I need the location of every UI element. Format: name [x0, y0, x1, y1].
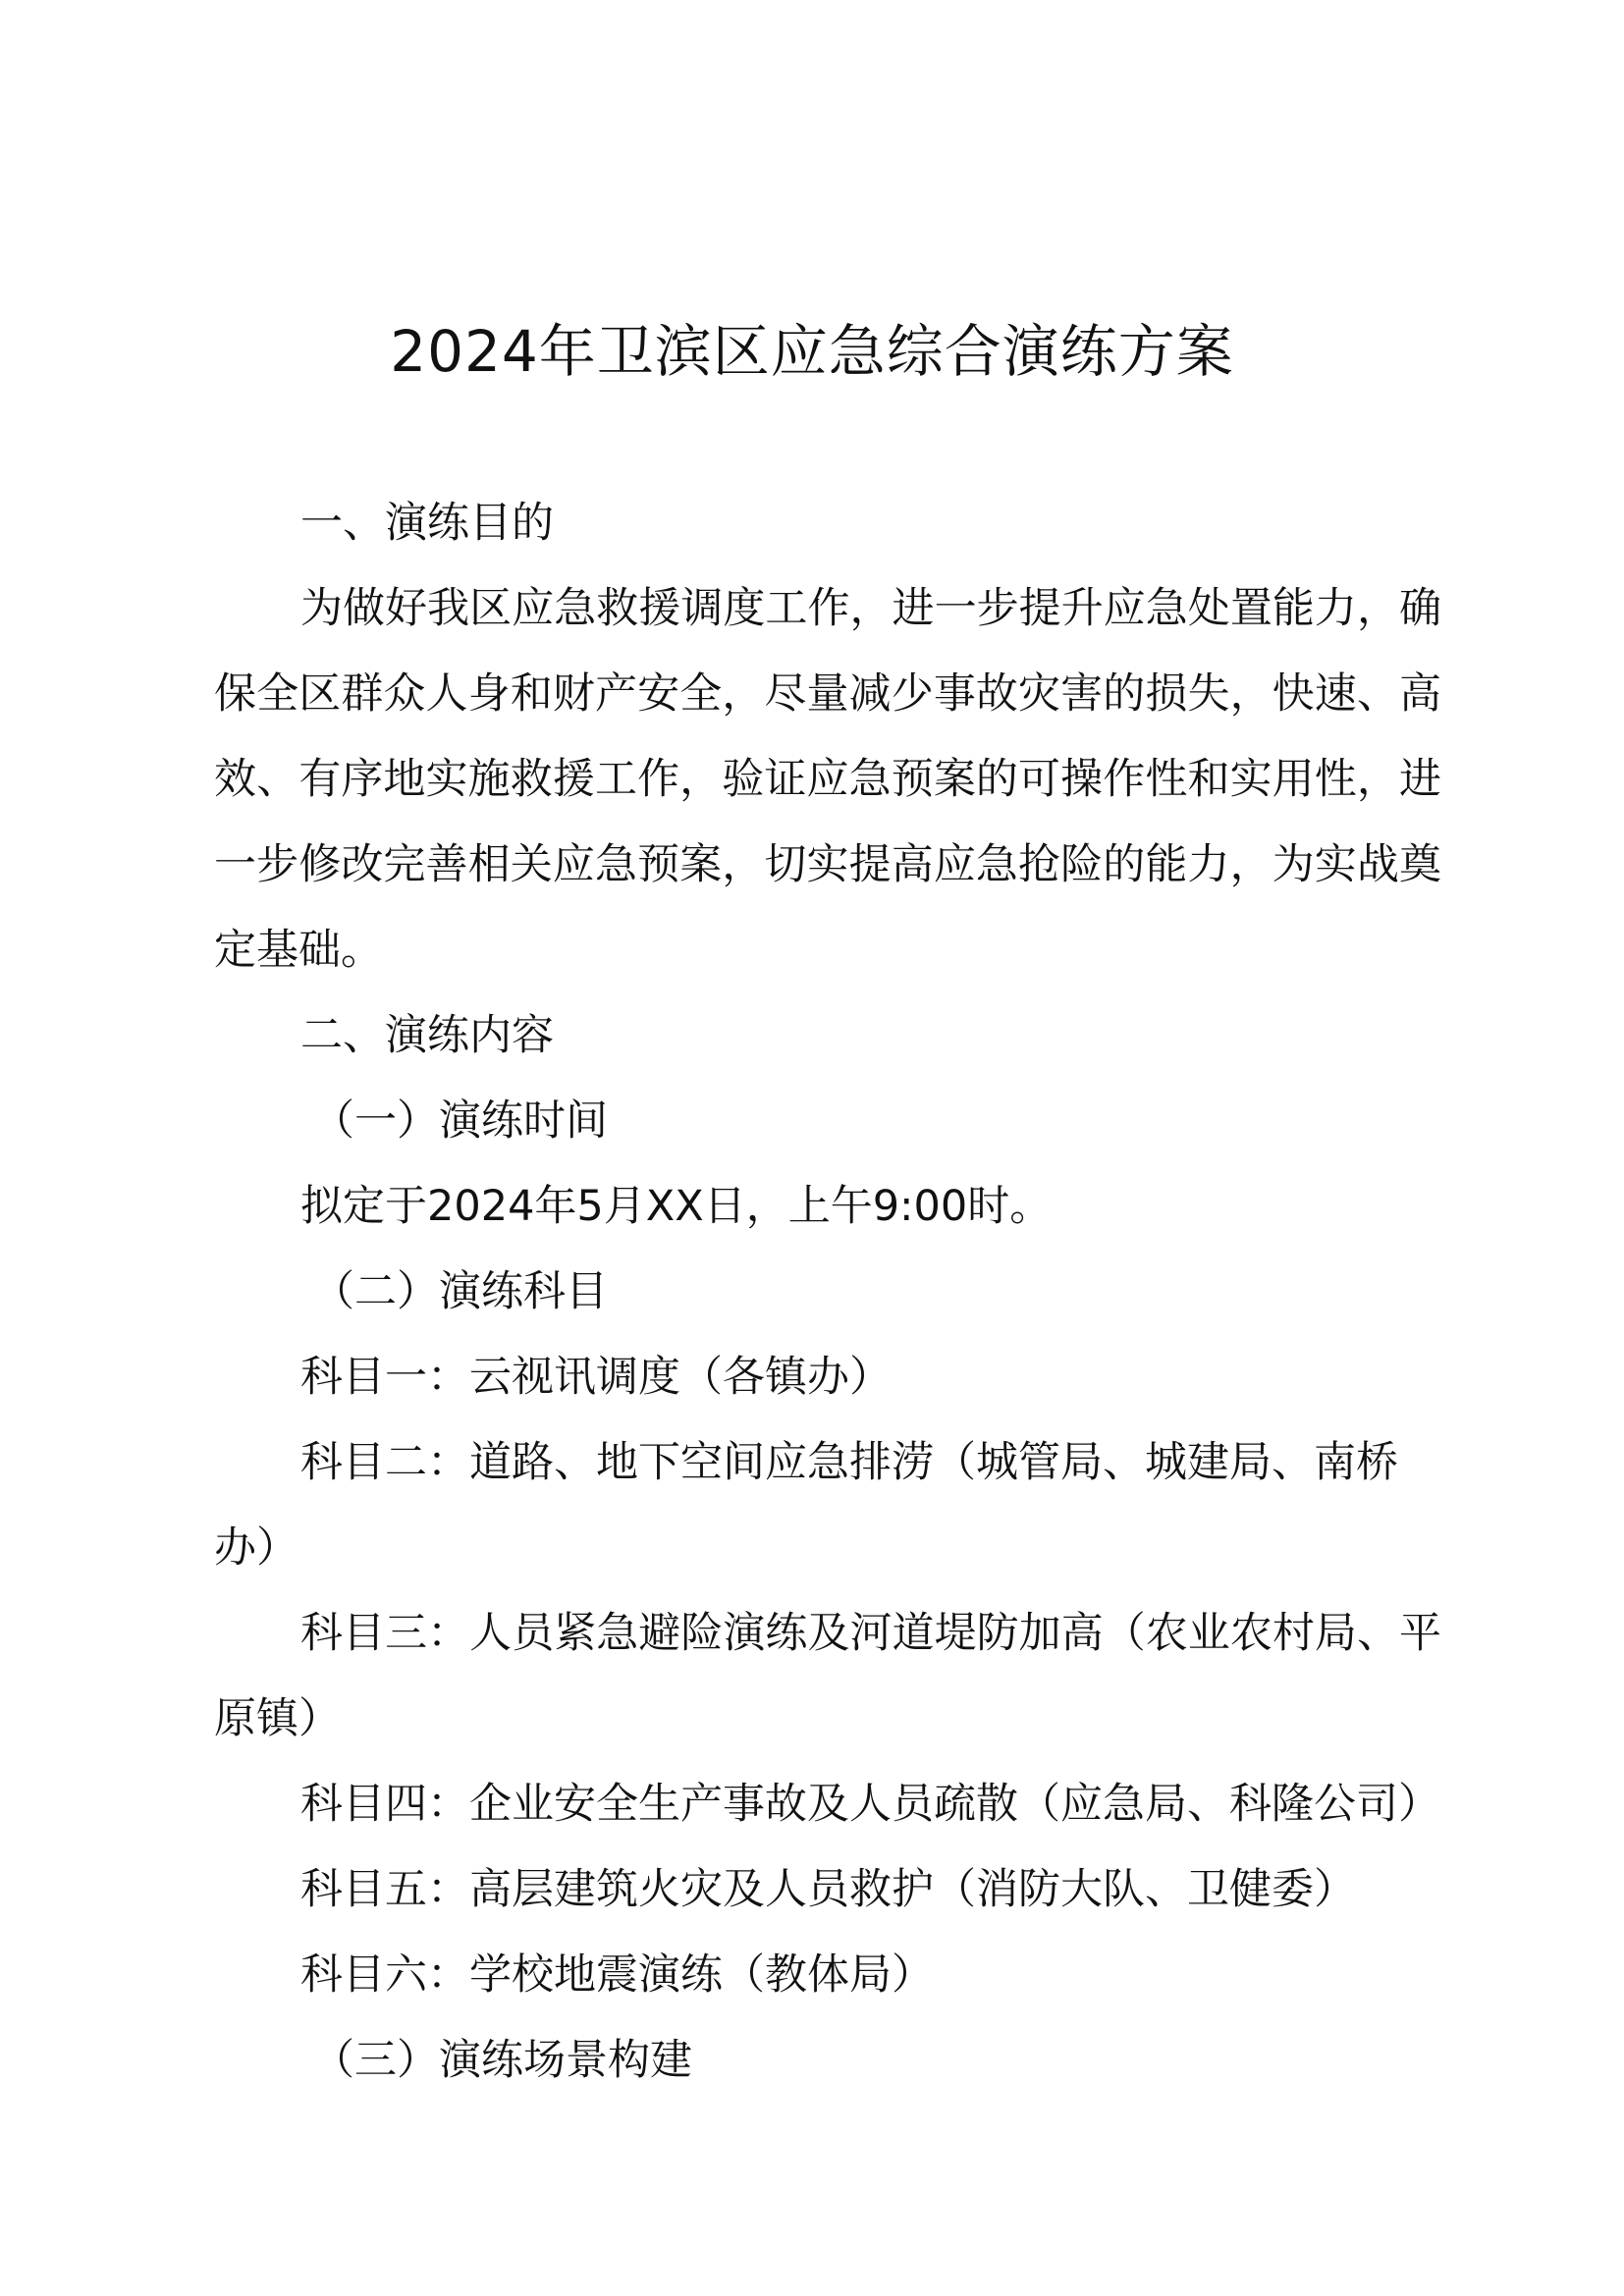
drill-time-text: 拟定于2024年5月XX日，上午9:00时。: [300, 1182, 1053, 1231]
subject-item: 科目四：企业安全生产事故及人员疏散（应急局、科隆公司）: [300, 1780, 1440, 1829]
subsection-heading-subjects: （二）演练科目: [312, 1267, 608, 1316]
subject-item: 科目三：人员紧急避险演练及河道堤防加高（农业农村局、平原镇）: [214, 1609, 1441, 1743]
document-title: 2024年卫滨区应急综合演练方案: [390, 318, 1234, 385]
subject-item: 科目五：高层建筑火灾及人员救护（消防大队、卫健委）: [300, 1865, 1356, 1914]
subject-item: 科目二：道路、地下空间应急排涝（城管局、城建局、南桥办）: [214, 1438, 1398, 1573]
purpose-paragraph: 为做好我区应急救援调度工作，进一步提升应急处置能力，确保全区群众人身和财产安全，尽量减少事故灾害的损失，快速、高效、有序地实施救援工作，验证应急预案的可操作性和实用性，进一步修改完善相关应急预案，切实提高应急抢险的能力，为实战奠定基础。: [214, 584, 1441, 975]
section-heading-purpose: 一、演练目的: [300, 499, 554, 548]
subject-item: 科目一：云视讯调度（各镇办）: [300, 1353, 892, 1402]
section-heading-content: 二、演练内容: [300, 1011, 554, 1060]
subject-item: 科目六：学校地震演练（教体局）: [300, 1950, 934, 2000]
subsection-heading-time: （一）演练时间: [312, 1096, 608, 1146]
document-body: [214, 481, 1441, 2104]
subsection-heading-scenario: （三）演练场景构建: [312, 2036, 692, 2085]
